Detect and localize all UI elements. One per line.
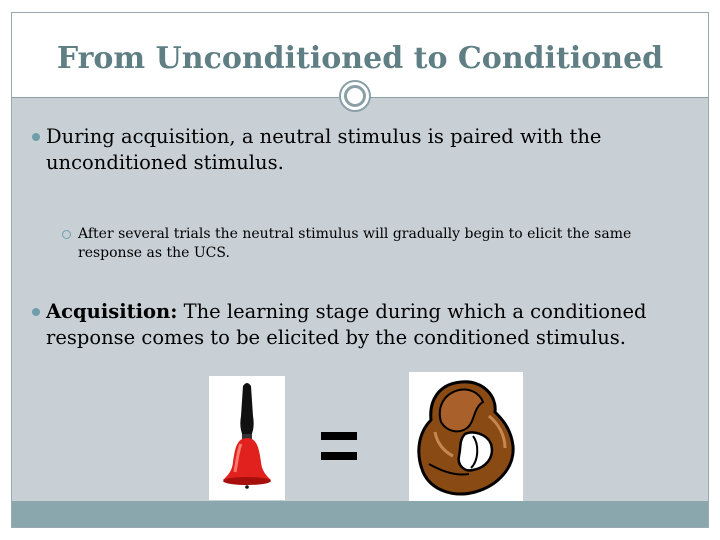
content-area: [12, 97, 708, 504]
bullet-ring-icon: [62, 230, 71, 239]
equals-sign: [321, 432, 357, 464]
bell-icon: [209, 376, 285, 500]
bullet-acquisition-pairing: [32, 124, 672, 176]
sub-bullet-trials: [62, 225, 682, 263]
definition-term: Acquisition:: [46, 300, 178, 323]
sub-bullet-text: After several trials the neutral stimulus will gradually begin to elicit the same response as the UCS.: [78, 226, 632, 261]
bullet-dot-icon: [32, 133, 40, 141]
bullet-text: During acquisition, a neutral stimulus is paired with the unconditioned stimulus.: [46, 125, 602, 174]
slide: [11, 12, 709, 528]
equals-bar-bottom: [321, 452, 357, 460]
title-divider-ring: [339, 80, 371, 112]
slide-title: From Unconditioned to Conditioned: [56, 41, 664, 76]
bullet-dot-icon: [32, 308, 40, 316]
definition-text: [46, 299, 692, 351]
steak-icon: [409, 372, 523, 504]
equals-bar-top: [321, 432, 357, 440]
steak-image: [409, 372, 523, 504]
bell-image: [209, 376, 285, 500]
footer-bar: [12, 501, 708, 527]
definition-body: The learning stage during which a conditioned response comes to be elicited by the conditioned stimulus.: [46, 300, 647, 349]
bullet-acquisition-definition: [32, 299, 692, 351]
